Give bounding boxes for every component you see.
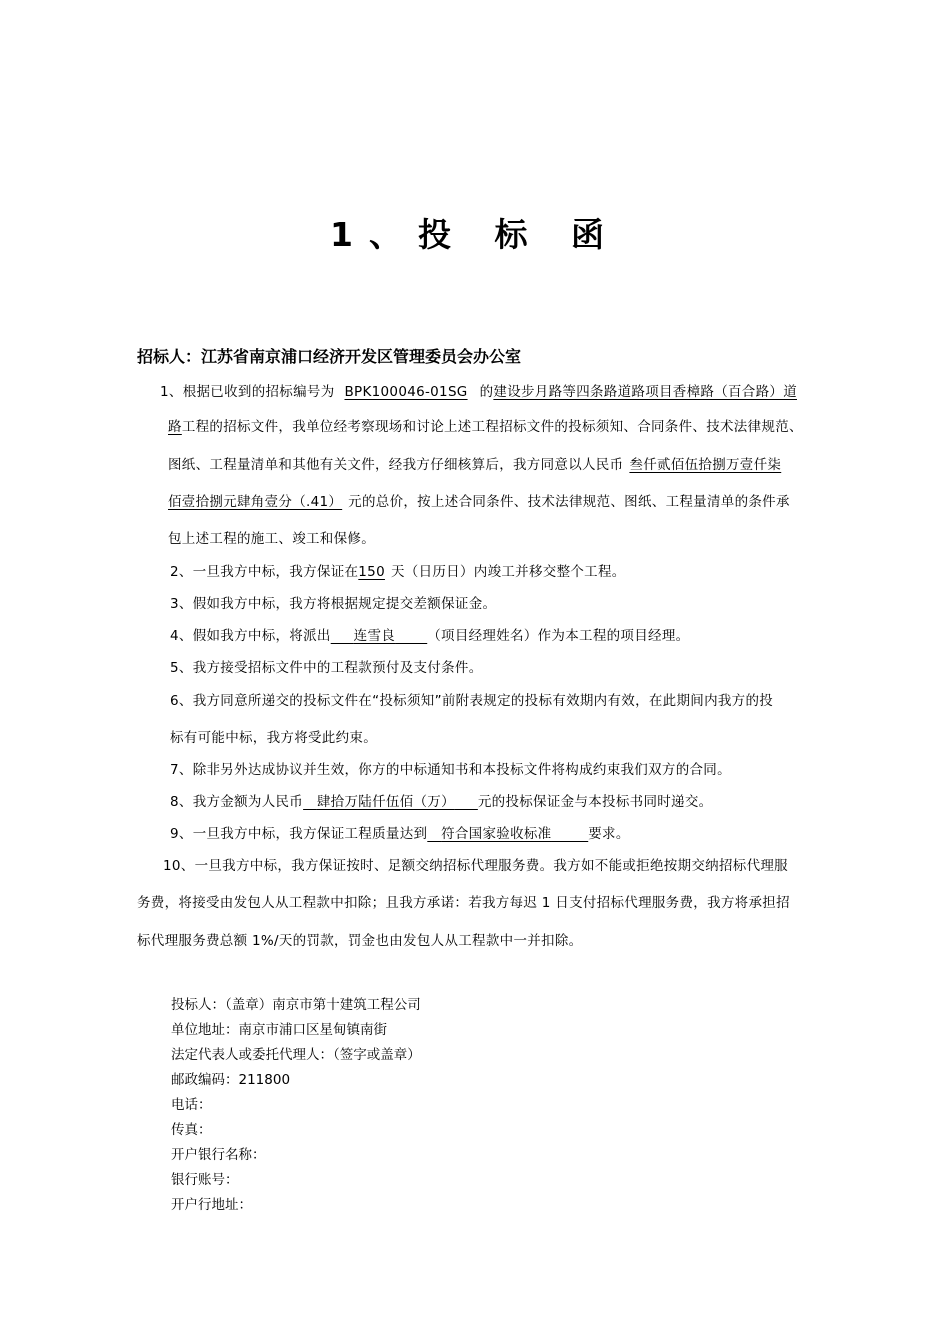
bank-name-line: 开户银行名称： [171, 1147, 266, 1163]
bank-address-line: 开户行地址： [171, 1197, 252, 1213]
p1-line-4 [168, 492, 790, 512]
page-title: 1、投 标 函 [330, 215, 620, 254]
p9-line [170, 824, 630, 844]
phone-line: 电话： [171, 1097, 212, 1113]
p7-line: 7、除非另外达成协议并生效，你方的中标通知书和本投标文件将构成约束我们双方的合同。 [170, 762, 731, 778]
recipient-line: 招标人：江苏省南京浦口经济开发区管理委员会办公室 [137, 347, 522, 366]
p2-prefix: 2、一旦我方中标，我方保证在 [170, 564, 359, 580]
p8-line [170, 792, 712, 812]
p8-prefix: 8、我方金额为人民币 [170, 794, 304, 810]
p4-line [170, 626, 689, 646]
p2-suffix: 天（日历日）内竣工并移交整个工程。 [390, 564, 626, 580]
project-name-part-a: 建设步月路等四条路道路项目香樟路（百合路）道 [493, 384, 797, 400]
p10-line-1: 10、一旦我方中标，我方保证按时、足额交纳招标代理服务费。我方如不能或拒绝按期交纳招标代理服 [163, 858, 788, 874]
bid-bond-amount: 肆拾万陆仟伍佰（万） [316, 794, 455, 810]
postcode-line: 邮政编码：211800 [171, 1072, 291, 1088]
p6-line-2: 标有可能中标，我方将受此约束。 [170, 730, 377, 746]
representative-line: 法定代表人或委托代理人：（签字或盖章） [171, 1047, 421, 1063]
p9-suffix: 要求。 [588, 826, 630, 842]
p1-line-4-rest: 元的总价，按上述合同条件、技术法律规范、图纸、工程量清单的条件承 [348, 494, 790, 510]
p1-line-3 [168, 455, 781, 475]
p9-prefix: 9、一旦我方中标，我方保证工程质量达到 [170, 826, 428, 842]
p1-line-2 [168, 417, 803, 437]
p1-line-3-prefix: 图纸、工程量清单和其他有关文件，经我方仔细核算后，我方同意以人民币 [168, 457, 624, 473]
bid-number: BPK100046-01SG [344, 384, 468, 400]
p1-line-2-rest: 工程的招标文件，我单位经考察现场和讨论上述工程招标文件的投标须知、合同条件、技术法律规范、 [181, 419, 803, 435]
bid-amount-part-b: 佰壹拾捌元肆角壹分（.41） [168, 494, 343, 510]
p2-line [170, 562, 626, 582]
project-name-part-b: 路 [168, 419, 182, 435]
p3-line: 3、假如我方中标，我方将根据规定提交差额保证金。 [170, 596, 497, 612]
fax-line: 传真： [171, 1122, 212, 1138]
address-line: 单位地址：南京市浦口区星甸镇南街 [171, 1022, 387, 1038]
p8-suffix: 元的投标保证金与本投标书同时递交。 [477, 794, 713, 810]
project-manager-name: 连雪良 [353, 628, 396, 644]
p1-line-1 [160, 382, 797, 402]
p1-prefix: 1、根据已收到的招标编号为 [160, 384, 335, 400]
account-line: 银行账号： [171, 1172, 239, 1188]
p10-line-2: 务费，将接受由发包人从工程款中扣除；且我方承诺：若我方每迟 1 日支付招标代理服务费，我方将承担招 [137, 895, 790, 911]
bidder-line: 投标人：（盖章）南京市第十建筑工程公司 [171, 997, 421, 1013]
p10-line-3: 标代理服务费总额 1%/天的罚款，罚金也由发包人从工程款中一并扣除。 [137, 933, 583, 949]
p4-suffix: （项目经理姓名）作为本工程的项目经理。 [427, 628, 690, 644]
quality-standard: 符合国家验收标准 [441, 826, 552, 842]
p1-line-5: 包上述工程的施工、竣工和保修。 [168, 531, 375, 547]
completion-days: 150 [358, 564, 385, 580]
bid-amount-part-a: 叁仟贰佰伍拾捌万壹仟柒 [629, 457, 782, 473]
p4-prefix: 4、假如我方中标，将派出 [170, 628, 331, 644]
p1-mid: 的 [479, 384, 494, 400]
p6-line-1: 6、我方同意所递交的投标文件在“投标须知”前附表规定的投标有效期内有效，在此期间内我方的投 [170, 693, 774, 709]
p5-line: 5、我方接受招标文件中的工程款预付及支付条件。 [170, 660, 483, 676]
